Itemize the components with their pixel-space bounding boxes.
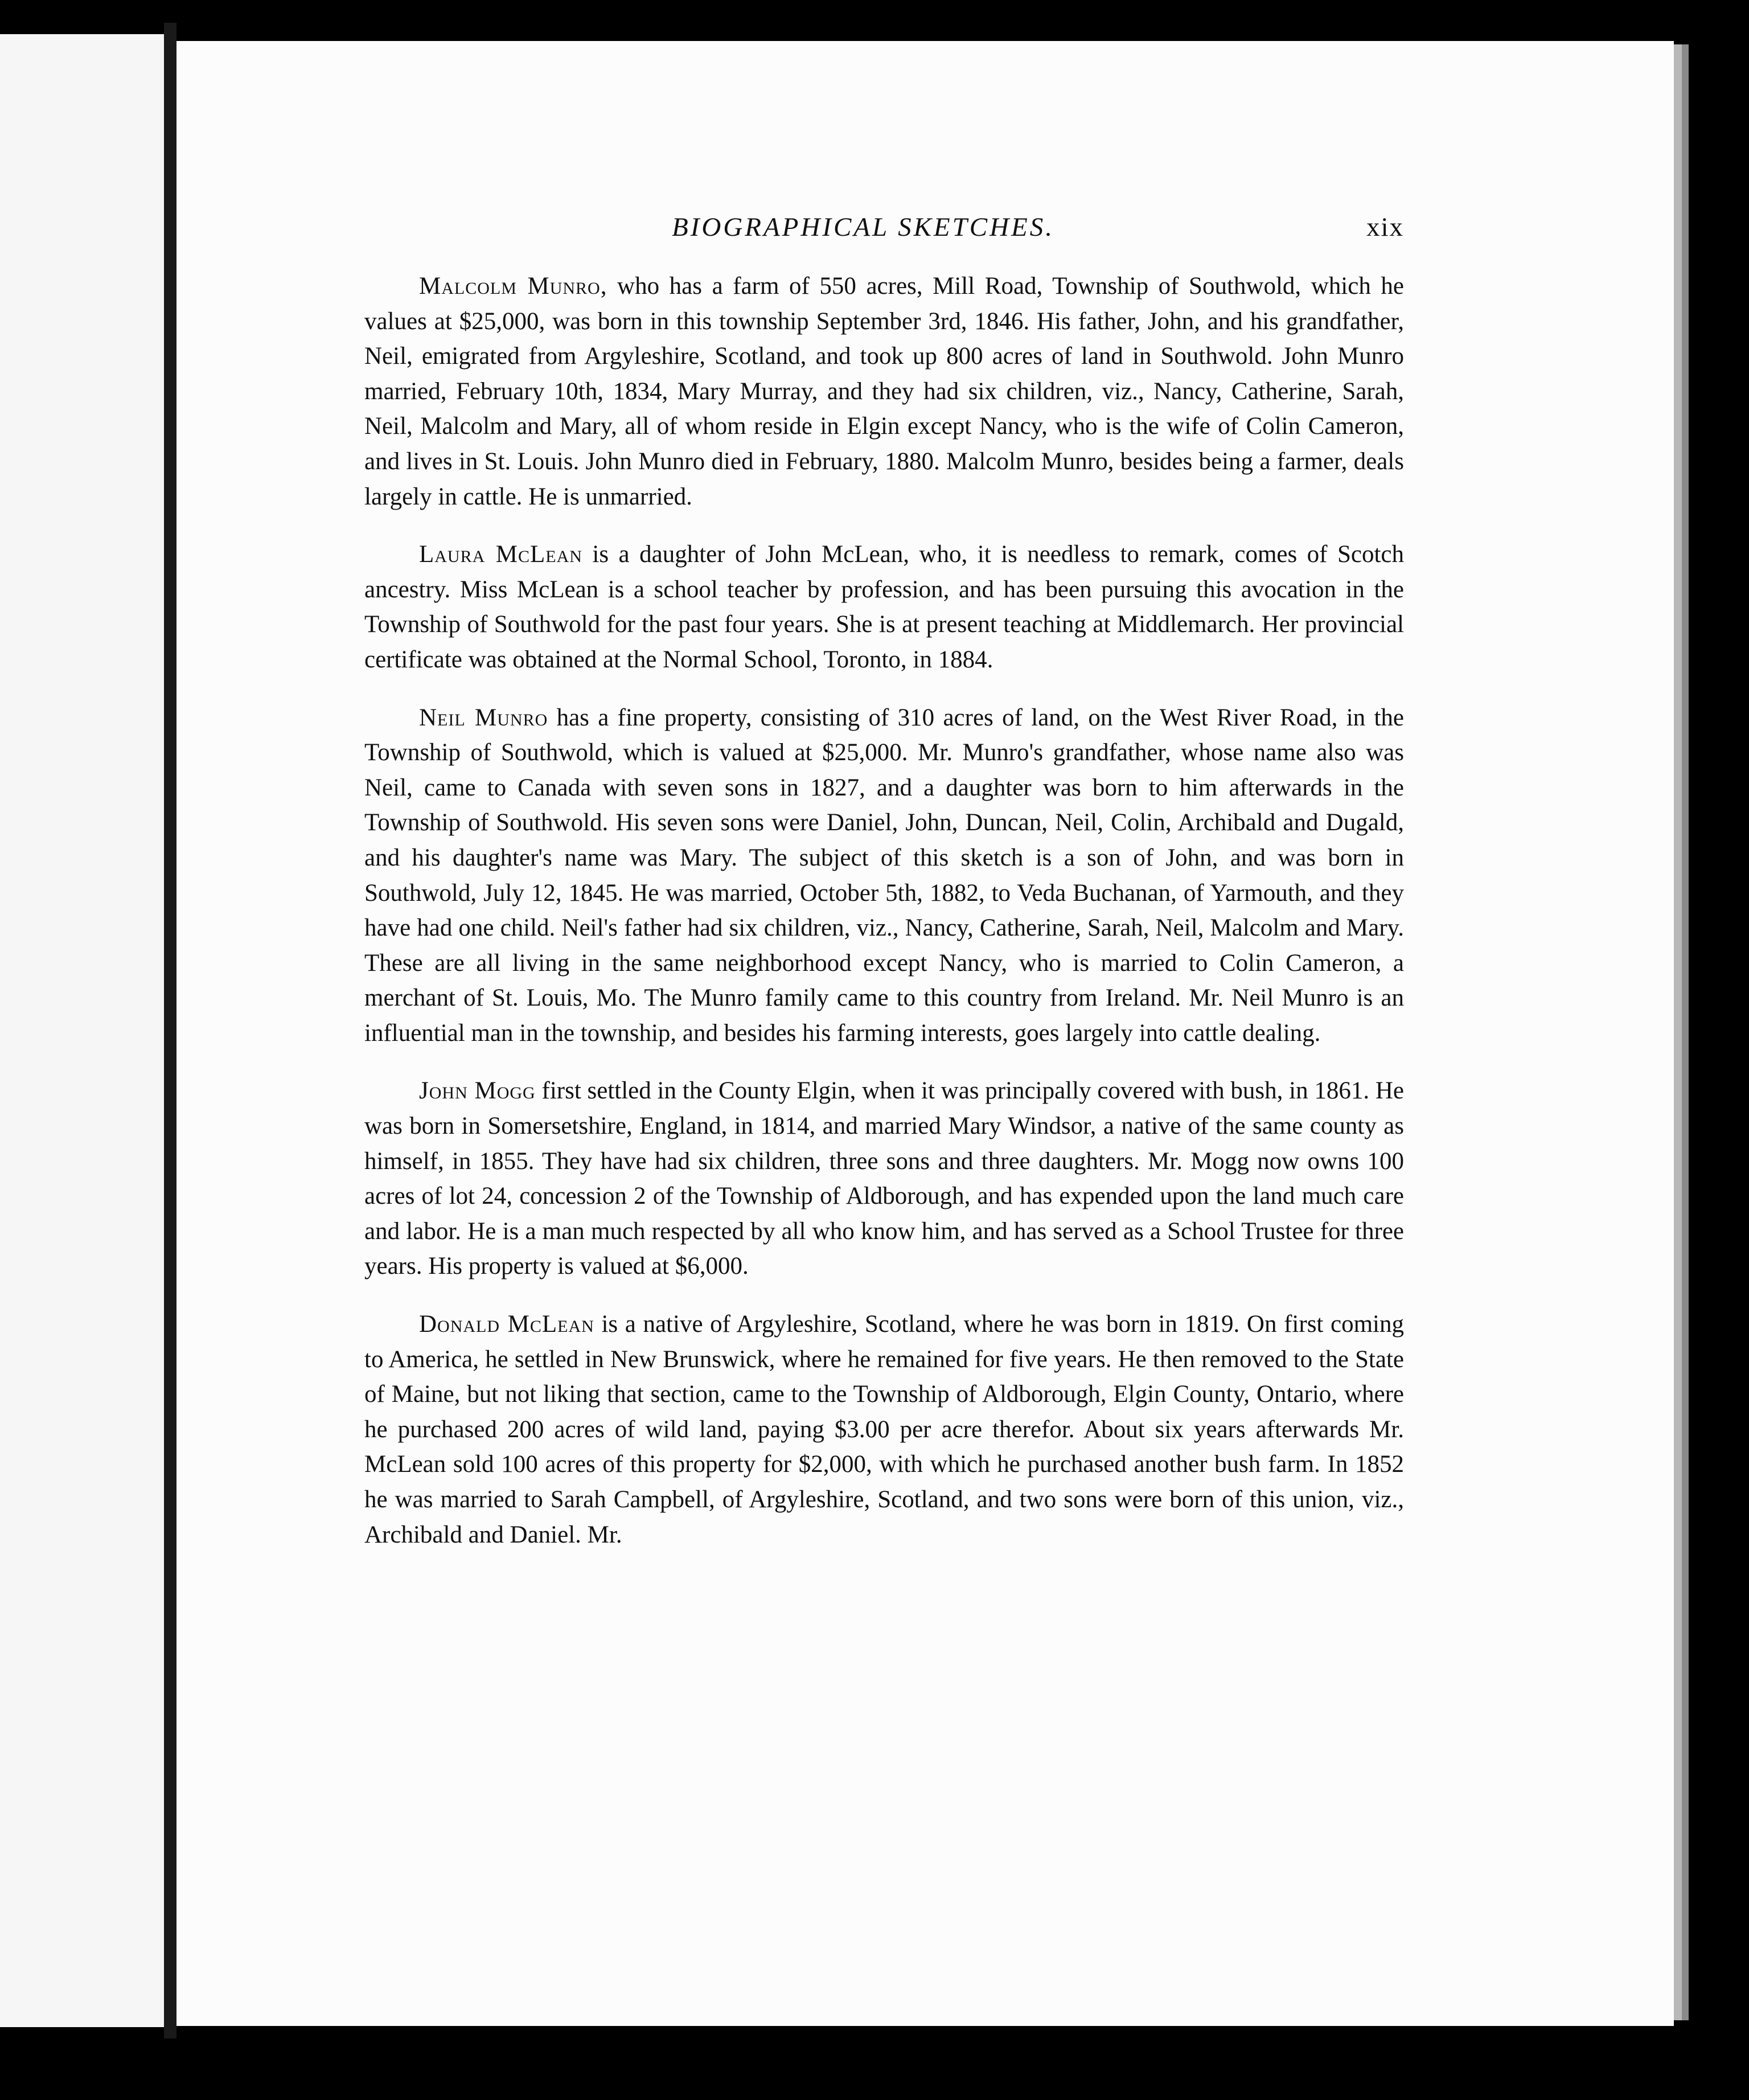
sketch-malcolm-munro [364,269,1404,514]
page-number: xix [1366,212,1404,242]
subject-name: Malcolm Munro, [419,273,607,300]
running-title: BIOGRAPHICAL SKETCHES. [672,212,1055,242]
sketch-text: is a native of Argyleshire, Scotland, where he was born in 1819. On first coming to America, he settled in New Brunswick, where he remained for five years. He then removed to the State of Maine, but not liking that section, came to the Township of Aldborough, Elgin County, Ontario, where he purchased 200 acres of wild land, paying $3.00 per acre therefor. About six years afterwards Mr. McLean sold 100 acres of this property for $2,000, with which he purchased another bush farm. In 1852 he was married to Sarah Campbell, of Argyleshire, Scotland, and two sons were born of this union, viz., Archibald and Daniel. Mr. [364,1311,1404,1548]
sketch-text: who has a farm of 550 acres, Mill Road, Township of Southwold, which he values at $25,000, was born in this township September 3rd, 1846. His father, John, and his grandfather, Neil, emigrated from Argyleshire, Scotland, and took up 800 acres of land in Southwold. John Munro married, February 10th, 1834, Mary Murray, and they had six children, viz., Nancy, Catherine, Sarah, Neil, Malcolm and Mary, all of whom reside in Elgin except Nancy, who is the wife of Colin Cameron, and lives in St. Louis. John Munro died in February, 1880. Malcolm Munro, besides being a farmer, deals largely in cattle. He is unmarried. [364,273,1404,510]
sketch-neil-munro [364,700,1404,1051]
subject-name: John Mogg [419,1077,536,1105]
sketch-laura-mclean [364,537,1404,677]
facing-page-edge [0,34,165,2027]
sketch-text: has a fine property, consisting of 310 acres of land, on the West River Road, in the Township of Southwold, which is valued at $25,000. Mr. Munro's grandfather, whose name also was Neil, came to Canada with seven sons in 1827, and a daughter was born to him afterwards in the Township of Southwold. His seven sons were Daniel, John, Duncan, Neil, Colin, Archibald and Dugald, and his daughter's name was Mary. The subject of this sketch is a son of John, and was born in Southwold, July 12, 1845. He was married, October 5th, 1882, to Veda Buchanan, of Yarmouth, and they have had one child. Neil's father had six children, viz., Nancy, Catherine, Sarah, Neil, Malcolm and Mary. These are all living in the same neighborhood except Nancy, who is married to Colin Cameron, a merchant of St. Louis, Mo. The Munro family came to this country from Ireland. Mr. Neil Munro is an influential man in the township, and besides his farming interests, goes largely into cattle dealing. [364,704,1404,1047]
sketch-text: first settled in the County Elgin, when it was principally covered with bush, in 1861. He was born in Somersetshire, England, in 1814, and married Mary Windsor, a native of the same county as himself, in 1855. They have had six children, three sons and three daughters. Mr. Mogg now owns 100 acres of lot 24, concession 2 of the Township of Aldborough, and has expended upon the land much care and labor. He is a man much respected by all who know him, and has served as a School Trustee for three years. His property is valued at $6,000. [364,1077,1404,1280]
book-spine [164,23,176,2039]
body-text [364,269,1404,1575]
page-header [364,212,1404,246]
sketch-text: is a daughter of John McLean, who, it is needless to remark, comes of Scotch ancestry. Miss McLean is a school teacher by profession, and has been pursuing this avocation in the Township of Southwold for the past four years. She is at present teaching at Middlemarch. Her provincial certificate was obtained at the Normal School, Toronto, in 1884. [364,541,1405,673]
page-edge-strip [1674,44,1682,2020]
sketch-john-mogg [364,1073,1404,1284]
subject-name: Donald McLean [419,1311,594,1338]
subject-name: Laura McLean [419,541,582,568]
page-edge-shadow [1682,44,1689,2020]
subject-name: Neil Munro [419,704,548,731]
sketch-donald-mclean [364,1307,1404,1552]
